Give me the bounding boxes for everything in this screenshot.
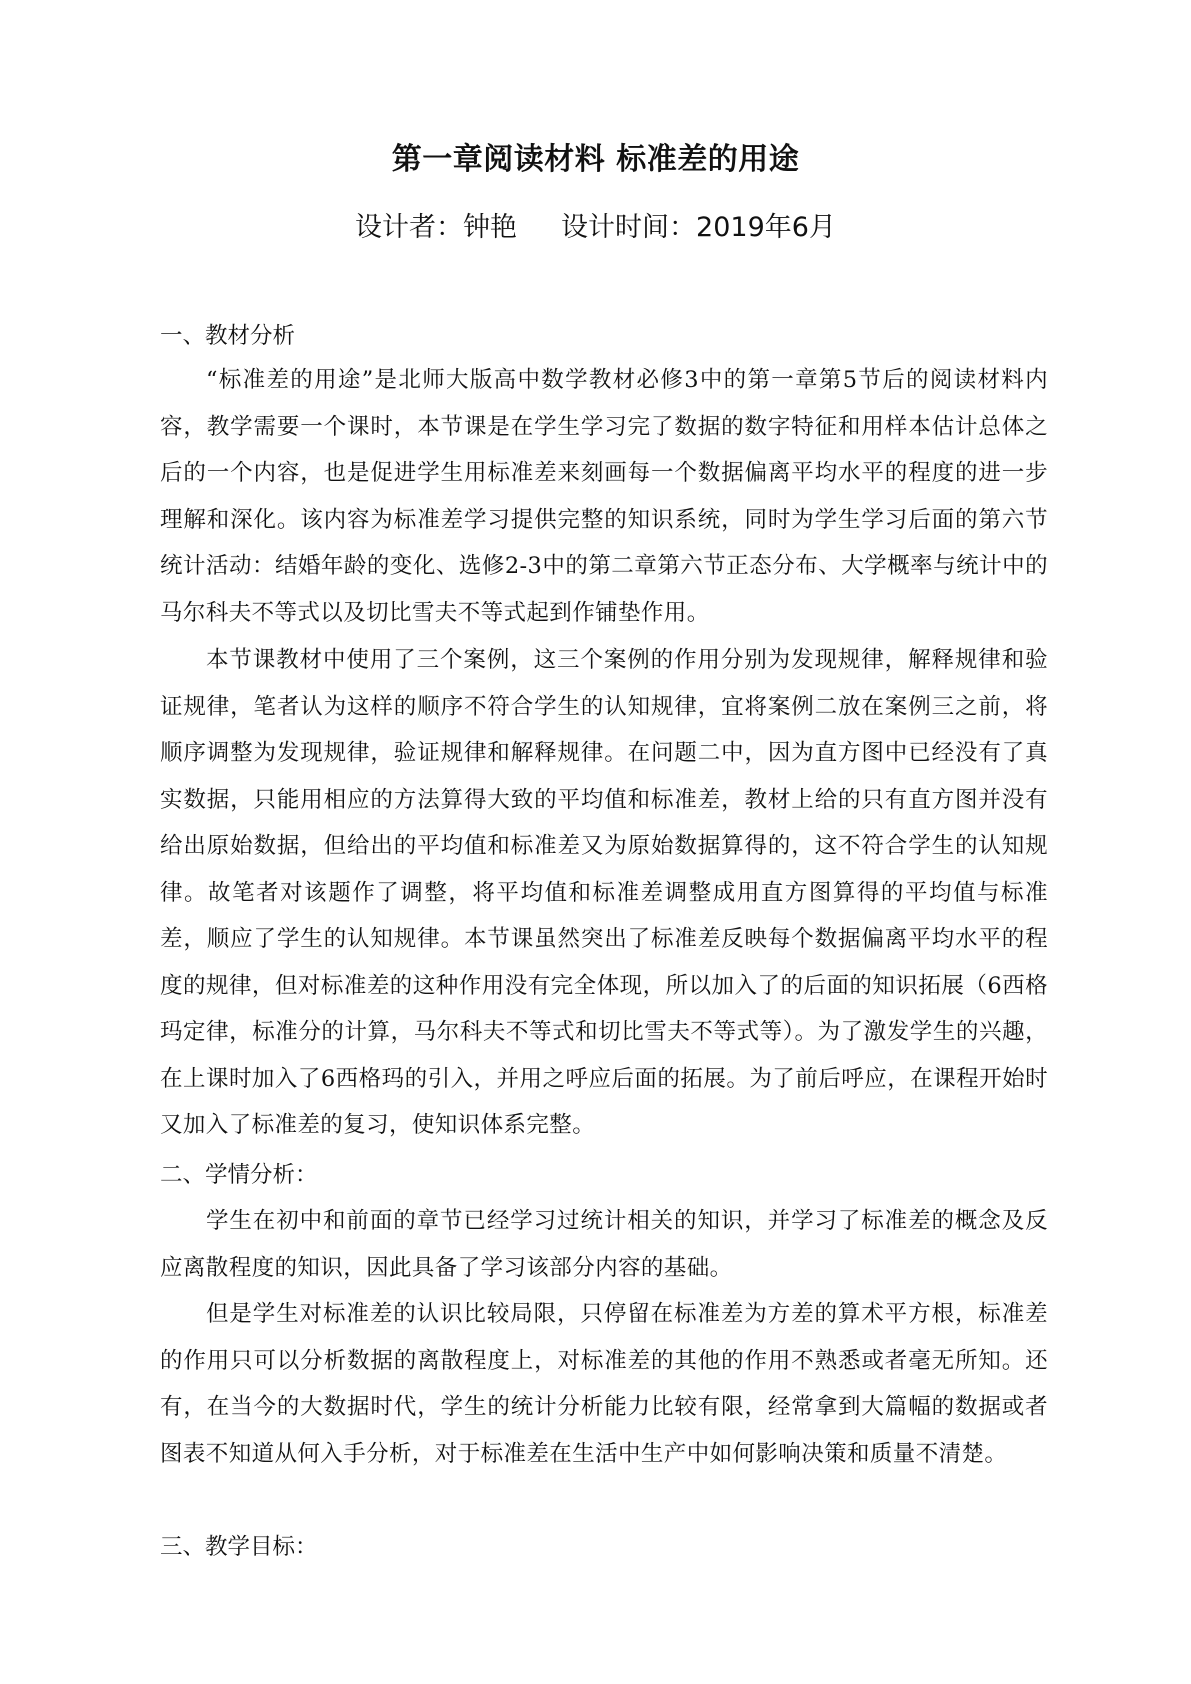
section-heading-student-analysis: 二、学情分析： <box>160 1162 318 1188</box>
section-paragraph <box>160 357 1048 636</box>
document-meta <box>0 208 1191 248</box>
designer-label: 设计者：钟艳 <box>355 212 518 243</box>
section-paragraph <box>160 1291 1048 1477</box>
design-time-label: 设计时间：2019年6月 <box>561 212 836 243</box>
section-heading-textbook-analysis: 一、教材分析 <box>160 323 296 349</box>
paragraph-text: 学生在初中和前面的章节已经学习过统计相关的知识，并学习了标准差的概念及反应离散程度的知识，因此具备了学习该部分内容的基础。 <box>160 1208 1048 1281</box>
section-heading-teaching-objectives: 三、教学目标： <box>160 1534 318 1560</box>
section-paragraph <box>160 637 1048 1149</box>
section-paragraph <box>160 1198 1048 1291</box>
paragraph-text: 但是学生对标准差的认识比较局限，只停留在标准差为方差的算术平方根，标准差的作用只可以分析数据的离散程度上，对标准差的其他的作用不熟悉或者毫无所知。还有，在当今的大数据时代，学生的统计分析能力比较有限，经常拿到大篇幅的数据或者图表不知道从何入手分析，对于标准差在生活中生产中如何影响决策和质量不清楚。 <box>160 1301 1048 1467</box>
paragraph-text: “标准差的用途”是北师大版高中数学教材必修3中的第一章第5节后的阅读材料内容，教学需要一个课时，本节课是在学生学习完了数据的数字特征和用样本估计总体之后的一个内容，也是促进学生用标准差来刻画每一个数据偏离平均水平的程度的进一步理解和深化。该内容为标准差学习提供完整的知识系统，同时为学生学习后面的第六节统计活动：结婚年龄的变化、选修2-3中的第二章第六节正态分布、大学概率与统计中的马尔科夫不等式以及切比雪夫不等式起到作铺垫作用。 <box>160 367 1048 626</box>
document-title: 第一章阅读材料 标准差的用途 <box>391 142 800 177</box>
paragraph-text: 本节课教材中使用了三个案例，这三个案例的作用分别为发现规律，解释规律和验证规律，笔者认为这样的顺序不符合学生的认知规律，宜将案例二放在案例三之前，将顺序调整为发现规律，验证规律和解释规律。在问题二中，因为直方图中已经没有了真实数据，只能用相应的方法算得大致的平均值和标准差，教材上给的只有直方图并没有给出原始数据，但给出的平均值和标准差又为原始数据算得的，这不符合学生的认知规律。故笔者对该题作了调整，将平均值和标准差调整成用直方图算得的平均值与标准差，顺应了学生的认知规律。本节课虽然突出了标准差反映每个数据偏离平均水平的程度的规律，但对标准差的这种作用没有完全体现，所以加入了的后面的知识拓展（6西格玛定律，标准分的计算，马尔科夫不等式和切比雪夫不等式等）。为了激发学生的兴趣，在上课时加入了6西格玛的引入，并用之呼应后面的拓展。为了前后呼应，在课程开始时又加入了标准差的复习，使知识体系完整。 <box>160 647 1048 1138</box>
